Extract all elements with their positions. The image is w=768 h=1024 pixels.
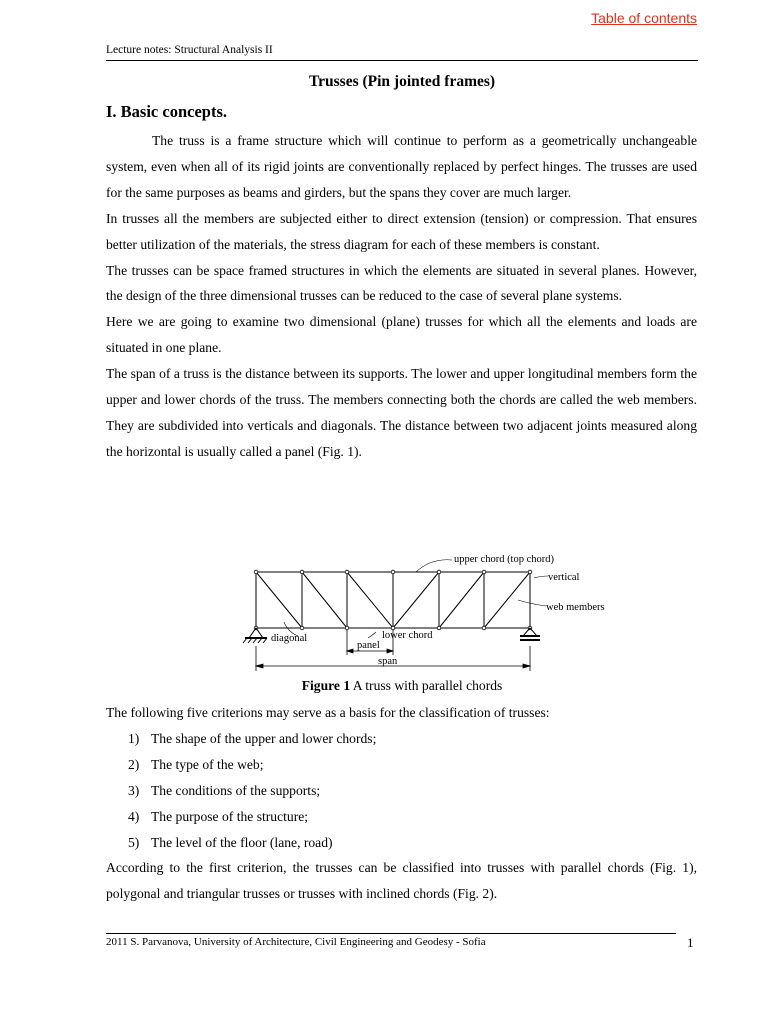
list-number: 3): [128, 782, 140, 798]
list-item: [106, 830, 697, 856]
list-text: The purpose of the structure;: [151, 808, 309, 824]
paragraph: Here we are going to examine two dimensional (plane) trusses for which all the elements and loads are situated in one plane.: [106, 314, 697, 356]
document-title: Trusses (Pin jointed frames): [308, 73, 496, 90]
lower-chord-label: lower chord: [382, 630, 433, 641]
truss-figure: [236, 548, 632, 678]
paragraph: The trusses can be space framed structures in which the elements are situated in several planes. However, the design of the three dimensional trusses can be reduced to the case of several plane systems.: [106, 262, 697, 304]
diagonal-label: diagonal: [271, 633, 308, 644]
diagonal-line: [484, 572, 530, 628]
list-item: [106, 726, 697, 752]
list-number: 1): [128, 730, 140, 746]
paragraph: In trusses all the members are subjected either to direct extension (tension) or compression. That ensures better utilization of the materials, the stress diagram for each of these members is constant.: [106, 210, 697, 252]
diagonal-line: [302, 572, 347, 628]
list-number: 4): [128, 808, 140, 824]
list-item: [106, 752, 697, 778]
running-header: Lecture notes: Structural Analysis II: [106, 44, 273, 56]
span-label: span: [378, 656, 398, 667]
panel-label: panel: [357, 640, 380, 651]
list-text: The level of the floor (lane, road): [151, 834, 333, 850]
upper-chord-label: upper chord (top chord): [454, 554, 555, 565]
intro-body: [106, 128, 697, 465]
diagonal-line: [256, 572, 302, 628]
paragraph: The truss is a frame structure which will continue to perform as a geometrically unchangeable system, even when all of its rigid joints are conventionally replaced by perfect hinges. The trusses are used for the same purposes as beams and girders, but the spans they cover are much larger.: [106, 133, 697, 200]
figure-number: Figure 1: [301, 678, 351, 693]
classification-body: [106, 700, 697, 907]
table-of-contents-link[interactable]: Table of contents: [591, 10, 697, 26]
list-text: The shape of the upper and lower chords;: [151, 730, 377, 746]
header-rule: [106, 60, 698, 61]
truss-diagram: [236, 548, 632, 678]
paragraph: According to the first criterion, the trusses can be classified into trusses with parallel chords (Fig. 1), polygonal and triangular trusses or trusses with inclined chords (Fig. 2).: [106, 860, 697, 902]
diagonal-line: [439, 572, 484, 628]
pinned-support: [243, 628, 267, 643]
diagonal-line: [347, 572, 393, 628]
vertical-label: vertical: [548, 572, 580, 583]
page-number: 1: [687, 935, 694, 950]
footer-rule: [106, 933, 676, 934]
list-text: The conditions of the supports;: [151, 782, 321, 798]
footer-text: 2011 S. Parvanova, University of Architecture, Civil Engineering and Geodesy - Sofia: [106, 936, 486, 948]
list-item: [106, 778, 697, 804]
criteria-list: [106, 726, 697, 856]
list-text: The type of the web;: [151, 756, 264, 772]
diagonal-line: [393, 572, 439, 628]
list-number: 2): [128, 756, 140, 772]
list-number: 5): [128, 834, 140, 850]
paragraph: The span of a truss is the distance between its supports. The lower and upper longitudinal members form the upper and lower chords of the truss. The members connecting both the chords are called the web members. They are subdivided into verticals and diagonals. The distance between two adjacent joints measured along the horizontal is usually called a panel (Fig. 1).: [106, 366, 697, 459]
section-heading: I. Basic concepts.: [106, 102, 227, 121]
criteria-intro: The following five criterions may serve as a basis for the classification of trusses:: [106, 705, 550, 720]
web-members-label: web members: [546, 602, 605, 613]
figure-caption: [0, 678, 768, 694]
figure-caption-text: A truss with parallel chords: [350, 678, 503, 693]
list-item: [106, 804, 697, 830]
